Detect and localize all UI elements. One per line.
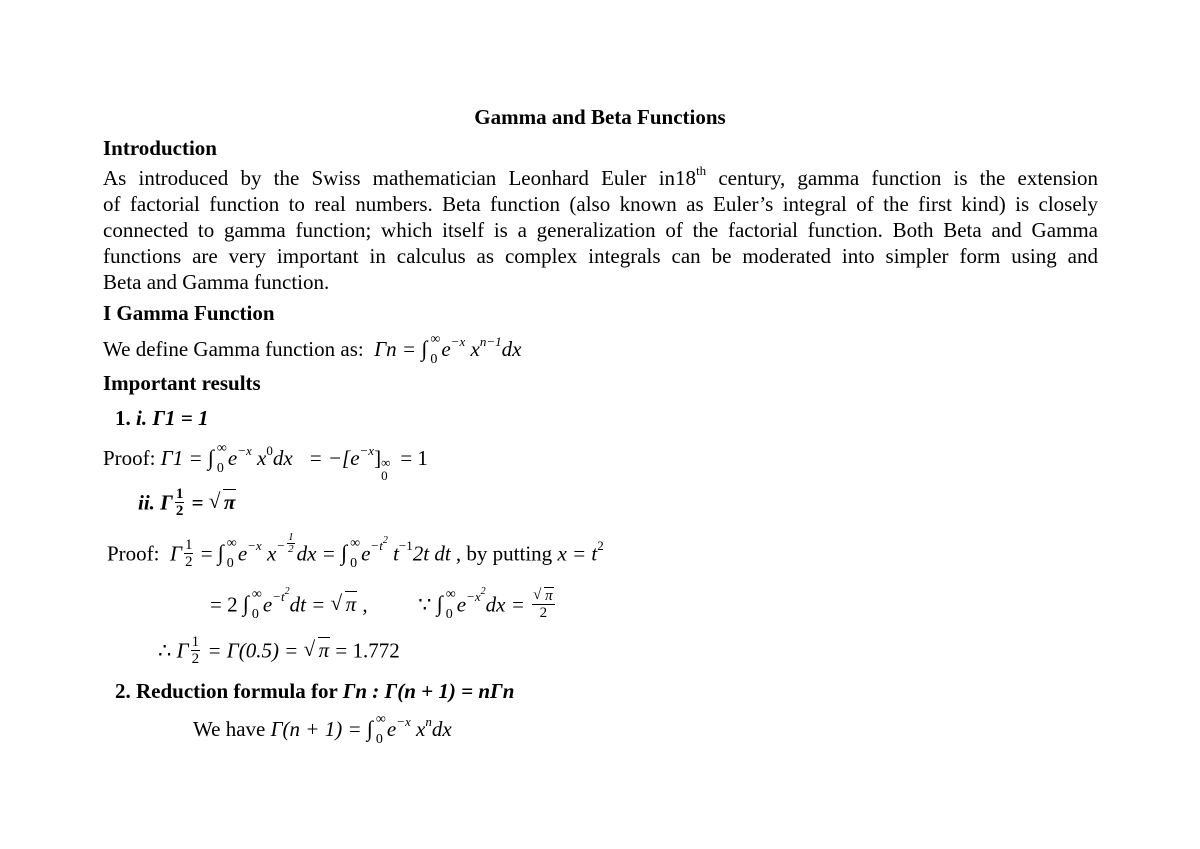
integral-sign: ∫ ∞ 0: [421, 332, 441, 367]
integral-sign: ∫ ∞ 0: [217, 536, 237, 572]
important-results-heading: Important results: [103, 371, 261, 395]
proof-1: Proof: Γ1 = ∫ ∞ 0 $e^{-x}$ $x^0dx$ = $-[e^{-x}]$ ∞ 0 = 1: [103, 441, 428, 483]
integral-sign: ∫ ∞ 0: [366, 712, 386, 747]
result-1-gamma-one: 1. i. Γ1 = 1: [115, 406, 209, 430]
integral-sign: ∫ ∞ 0: [341, 536, 361, 572]
intro-line-5: Beta and Gamma function.: [103, 270, 330, 294]
gamma-function-heading: I Gamma Function: [103, 301, 275, 325]
result-1-ii-gamma-half: ii. Γ $\frac{1}{2}$ = √ π: [138, 488, 236, 521]
integral-sign: ∫ ∞ 0: [436, 587, 456, 623]
document-title: Gamma and Beta Functions: [474, 105, 726, 129]
fraction-one-half: $\frac{1}{2}$: [175, 486, 184, 519]
reduction-formula-start: We have Γ(n + 1) = ∫ ∞ 0 $e^{-x}$ $x^ndx$: [193, 712, 452, 747]
intro-line-4: functions are very important in calculus as complex integrals can be moderated into simpler form using and: [103, 244, 1098, 268]
fraction-one-half: $\frac{1}{2}$: [191, 634, 200, 667]
proof-2-line-2: = 2 ∫ ∞ 0 $e^{-t^2}dt$ = √ π , ∵ ∫ ∞ 0 $e^{-x^2}dx$ = √ $\frac{\pi}{2}$: [210, 590, 557, 623]
intro-line-2: of factorial function to real numbers. Beta function (also known as Euler’s integral of the first kind) is closely: [103, 192, 1098, 216]
introduction-paragraph: [103, 165, 1098, 295]
intro-line-3: connected to gamma function; which itself is a generalization of the factorial function. Both Beta and Gamma: [103, 218, 1098, 242]
integral-sign: ∫ ∞ 0: [207, 441, 227, 476]
conclusion-gamma-half: ∴ Γ $\frac{1}{2}$ = Γ(0.5) = √ π = 1.772: [158, 636, 400, 669]
integral-sign: ∫ ∞ 0: [242, 587, 262, 623]
introduction-heading: Introduction: [103, 136, 217, 160]
intro-line-1: As introduced by the Swiss mathematician Leonhard Euler in18th century, gamma function is the extension: [103, 163, 1098, 190]
fraction-one-half: $\frac{1}{2}$: [184, 537, 193, 571]
gamma-definition: We define Gamma function as: Γn = ∫ ∞ 0 $e^{-x}$ $x^{n-1}dx$: [103, 332, 522, 367]
proof-2: Proof: Γ $\frac{1}{2}$ = ∫ ∞ 0 $e^{-x}$ $x^{- \frac{1}{2}}$ dx = ∫ ∞ 0 $e^{-t^2}$ $t^{-1}2t$ dt , by putting $x = t^2$: [107, 531, 604, 572]
result-2-reduction-formula: 2. Reduction formula for Γn : Γ(n + 1) = nΓn: [115, 679, 515, 703]
fraction-sqrt-pi-over-2: √ $\frac{\pi}{2}$: [532, 588, 555, 621]
